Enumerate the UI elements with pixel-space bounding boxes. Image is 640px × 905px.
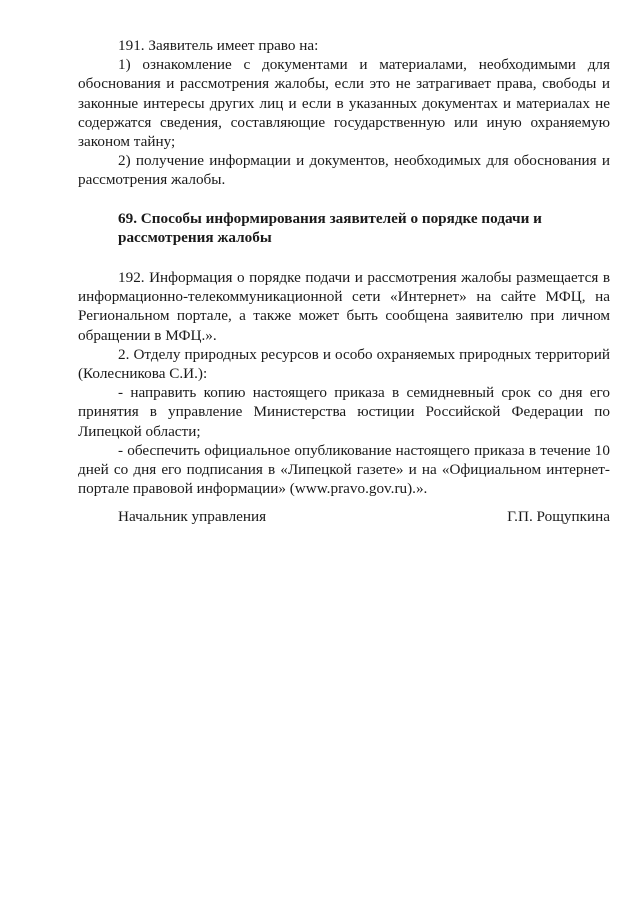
paragraph-order-2: 2. Отделу природных ресурсов и особо охраняемых природных территорий (Колесникова С.И.):: [78, 345, 610, 383]
paragraph-right-2: 2) получение информации и документов, необходимых для обоснования и рассмотрения жалобы.: [78, 152, 610, 189]
paragraph-order-item-1: - направить копию настоящего приказа в семидневный срок со дня его принятия в управление Министерства юстиции Российской Федерации по Липецкой области;: [78, 384, 610, 440]
document-body: [78, 36, 610, 498]
signatory-name: Г.П. Рощупкина: [507, 508, 610, 525]
section-heading-69: 69. Способы информирования заявителей о порядке подачи и рассмотрения жалобы: [118, 209, 542, 246]
paragraph-order-item-2: - обеспечить официальное опубликование настоящего приказа в течение 10 дней со дня его подписания в «Липецкой газете» и на «Официальном интернет-портале правовой информации» (www.pravo.gov.ru).».: [78, 441, 610, 498]
paragraph-right-1: 1) ознакомление с документами и материалами, необходимыми для обоснования и рассмотрения жалобы, если это не затрагивает права, свободы и законные интересы других лиц и если в указанных документах и материалах не содержатся сведения, составляющие государственную или иную охраняемую законом тайну;: [78, 56, 610, 151]
signatory-position: Начальник управления: [118, 508, 267, 525]
paragraph-192: 192. Информация о порядке подачи и рассмотрения жалобы размещается в информационно-телекоммуникационной сети «Интернет» на сайте МФЦ, на Региональном портале, а также может быть сообщена заявителю при личном обращении в МФЦ.».: [78, 269, 610, 344]
paragraph-191-intro: 191. Заявитель имеет право на:: [118, 37, 319, 54]
